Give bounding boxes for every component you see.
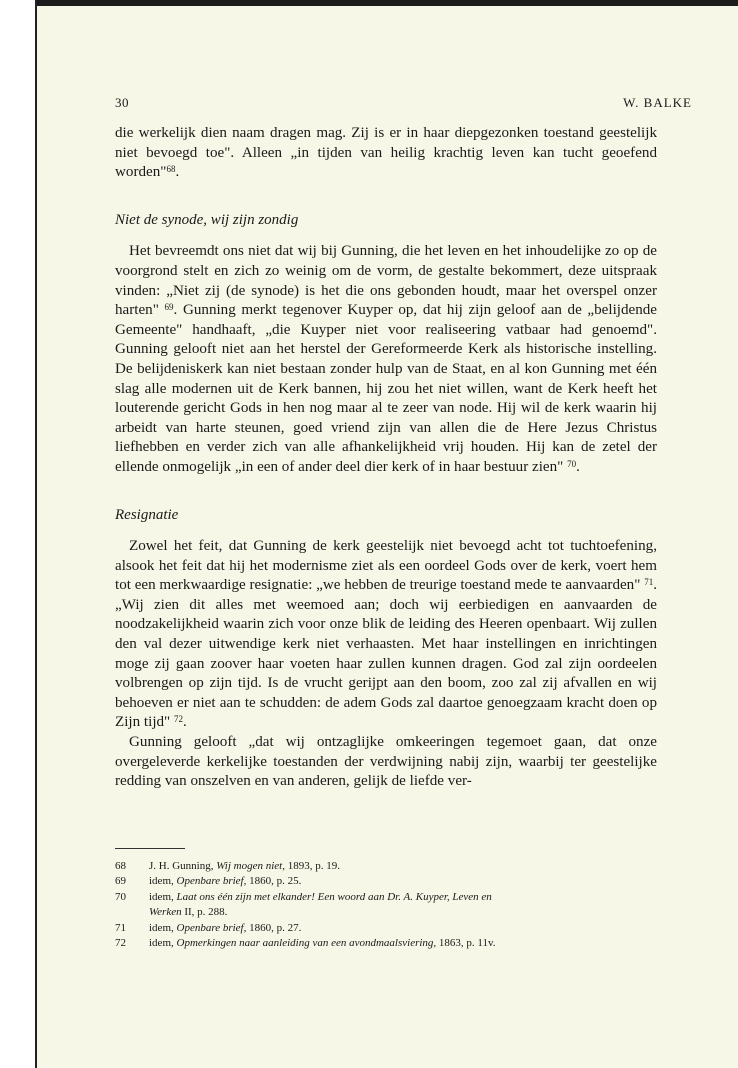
footnote-continuation: Werken II, p. 288. xyxy=(149,906,228,919)
footnote: 68 J. H. Gunning, Wij mogen niet, 1893, p. 19. xyxy=(115,859,340,872)
quotation: „Wij zien dit alles met weemoed aan; doch wij eerbiedigen en aanvaarden de noodzakelijkheid waarin zich voor onze blik de leiding des Heeren openbaart. Wij zullen den val dezer uitwendige kerk niet verhaasten. Met haar instellingen en inrichtingen moge zij gaan zoover haar voeten haar zullen kunnen dragen. God zal zijn oordeelen volbrengen op zijn tijd. Is de vrucht gerijpt aan den boom, zoo zal zij afvallen en wij behoeven er niet aan te schudden: de adem Gods zal daartoe genoegzaam kracht doen op Zijn tijd" $^{72}$. xyxy=(115,596,657,731)
paragraph: die werkelijk dien naam dragen mag. Zij is er in haar diepgezonken toestand geestelijk niet bevoegd toe". Alleen „in tijden van heilig krachtig leven kan tucht geoefend worden"$^{68}$. xyxy=(115,125,657,181)
section-heading: Resignatie xyxy=(115,506,179,523)
page-number: 30 xyxy=(115,95,129,110)
footnote: 70 idem, Laat ons één zijn met elkander! Een woord aan Dr. A. Kuyper, Leven en xyxy=(115,890,492,903)
paragraph: Zowel het feit, dat Gunning de kerk geestelijk niet bevoegd acht tot tuchtoefening, alsook het feit dat hij het modernisme ziet als een oordeel Gods over de kerk, voert hem tot een merkwaardige resignatie: „we hebben de treurige toestand mede te aanvaarden" $^{71}$. xyxy=(115,538,657,594)
footnote-divider xyxy=(115,848,185,849)
footnote: 71 idem, Openbare brief, 1860, p. 27. xyxy=(115,921,302,934)
footnote: 72 idem, Opmerkingen naar aanleiding van een avondmaalsviering, 1863, p. 11v. xyxy=(115,937,496,950)
footnote-ref[interactable]: 71 xyxy=(644,577,654,588)
footnote: 69 idem, Openbare brief, 1860, p. 25. xyxy=(115,875,302,888)
footnote-ref[interactable]: 69 xyxy=(164,302,174,313)
footnote-ref[interactable]: 72 xyxy=(174,714,183,725)
footnote-ref[interactable]: 68 xyxy=(166,164,176,175)
section-heading: Niet de synode, wij zijn zondig xyxy=(115,211,299,228)
footnote-ref[interactable]: 70 xyxy=(567,458,577,469)
running-author: W. BALKE xyxy=(623,95,692,110)
paragraph: Het bevreemdt ons niet dat wij bij Gunning, die het leven en het inhoudelijke zo op de voorgrond stelt en zich zo weinig om de vorm, de gestalte bekommert, deze uitspraak vinden: „Niet zij (de synode) is het die ons gebonden houdt, maar het overspel onzer harten" $^{69}$. Gunning merkt tegenover Kuyper op, dat hij zijn geloof aan de „belijdende Gemeente" handhaaft, „die Kuyper niet voor realiseering vatbaar had genoemd". Gunning gelooft niet aan het herstel der Gereformeerde Kerk als historische instelling. De belijdeniskerk kan niet bestaan zonder hulp van de Staat, en al kon Gunning met één slag alle modernen uit de Kerk bannen, hij zou het niet willen, want de Kerk heeft het louterende gericht Gods in hen nog maar al te zeer van node. Hij wil de kerk waarin hij arbeidt van harte steunen, goed vriend zijn van allen die de Here Jezus Christus liefhebben en verder zich van alle afhankelijkheid vrij houden. Hij kan de zetel der ellende onmogelijk „in een of ander deel dier kerk of in haar bestuur zien" $^{70}$. xyxy=(115,243,657,475)
main-text xyxy=(115,124,657,952)
top-border xyxy=(37,0,738,6)
paragraph: Gunning gelooft „dat wij ontzaglijke omkeeringen tegemoet gaan, dat onze overgeleverde kerkelijke toestanden der verdwijning nabij zijn, waarbij ter geestelijke redding van onszelven en van anderen, gelijk de liefde ver- xyxy=(115,734,657,790)
